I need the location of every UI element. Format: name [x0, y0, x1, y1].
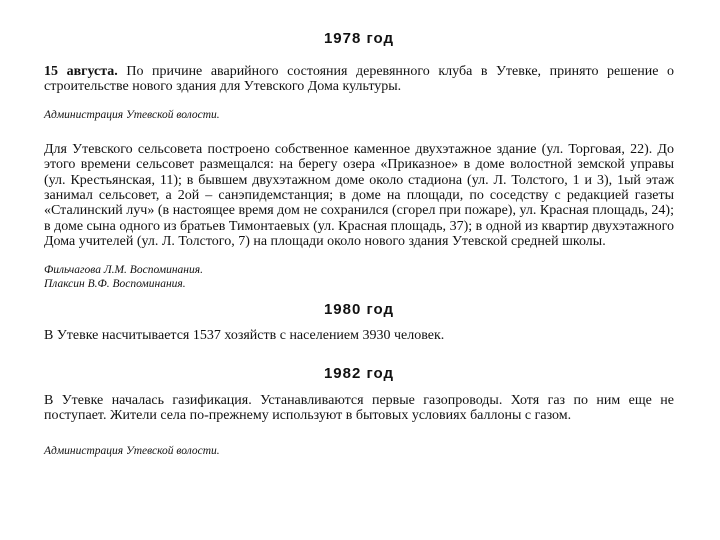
year-heading-1980: 1980 год [323, 300, 395, 318]
paragraph-1980: В Утевке насчитывается 1537 хозяйств с населением 3930 человек. [44, 327, 445, 343]
document-page [44, 28, 674, 458]
source-citation: Администрация Утевской волости. [44, 444, 220, 457]
year-heading-1978: 1978 год [323, 30, 395, 47]
paragraph-1982: В Утевке началась газификация. Устанавливаются первые газопроводы. Хотя газ по ним еще не поступает. Жители села по-прежнему используют в бытовых условиях баллоны с газом. [44, 393, 674, 424]
source-citation: Плаксин В.Ф. Воспоминания. [44, 277, 186, 290]
paragraph-selsovet-building: Для Утевского сельсовета построено собственное каменное двухэтажное здание (ул. Торговая, 22). До этого времени сельсовет размещался: на берегу озера «Приказное» в доме волостной земской управы (ул. Крестьянская, 11); в бывшем двухэтажном доме около стадиона (ул. Л. Толстого, 1 и 3), 1ый этаж занимал сельсовет, а 2ой – санэпидемстанция; в доме на площади, по соседству с редакцией газеты «Сталинский луч» (в настоящее время дом не сохранился (сгорел при пожаре), ул. Красная площадь, 24); в доме сына одного из братьев Тимонтаевых (ул. Красная площадь, 37); в одной из квартир двухэтажного Дома учителей (ул. Л. Толстого, 7) на площади около нового здания Утевской средней школы. [44, 141, 674, 250]
year-heading-1982: 1982 год [323, 365, 395, 383]
entry-date: 15 августа. [44, 64, 118, 79]
source-citation: Фильчагова Л.М. Воспоминания. [44, 263, 203, 276]
entry-1978 [44, 64, 674, 95]
entry-text: По причине аварийного состояния деревянного клуба в Утевке, принято решение о строительстве нового здания для Утевского Дома культуры. [44, 64, 674, 95]
source-citation: Администрация Утевской волости. [44, 108, 220, 121]
